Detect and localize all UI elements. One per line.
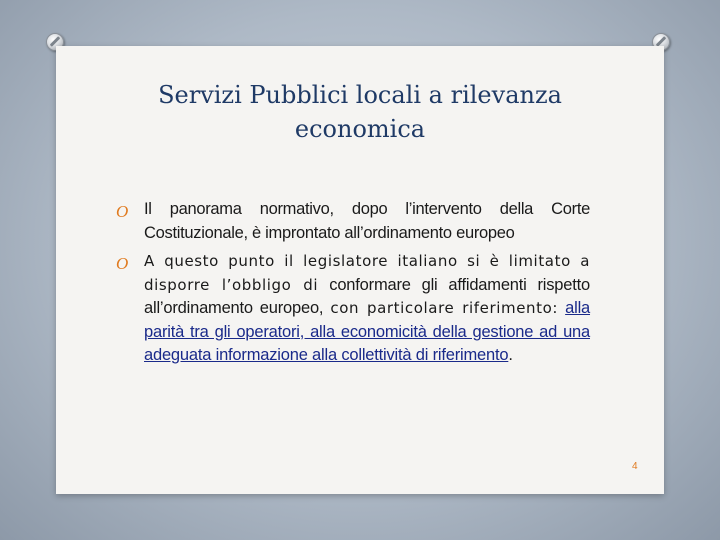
bullet-2-text-continued: con particolare riferimento: bbox=[330, 299, 559, 317]
bullet-2-emphasis: conformare gli affidamenti rispetto all’ordinamento europeo, bbox=[144, 275, 591, 317]
bullet-marker-icon: O bbox=[116, 254, 129, 273]
bullet-item-2 bbox=[110, 250, 590, 368]
title-line-1: Servizi Pubblici locali a rilevanza bbox=[158, 81, 562, 109]
bullet-1-text: Il panorama normativo, dopo l’intervento della Corte Costituzionale, è improntato all’ordinamento europeo bbox=[144, 200, 590, 242]
bullet-marker-icon: O bbox=[116, 202, 129, 221]
bullet-list bbox=[110, 198, 590, 368]
slide-title bbox=[70, 78, 650, 146]
page-number: 4 bbox=[632, 461, 638, 472]
bullet-2-text: A questo punto il legislatore italiano si è limitato a disporre l’obbligo di bbox=[144, 252, 590, 294]
bullet-item-1 bbox=[110, 198, 590, 245]
bullet-2-period: . bbox=[508, 346, 513, 364]
bullet-2-link[interactable]: alla parità tra gli operatori, alla economicità della gestione ad una adeguata informazione alla collettività di riferimento bbox=[144, 299, 591, 364]
title-line-2: economica bbox=[294, 115, 426, 143]
